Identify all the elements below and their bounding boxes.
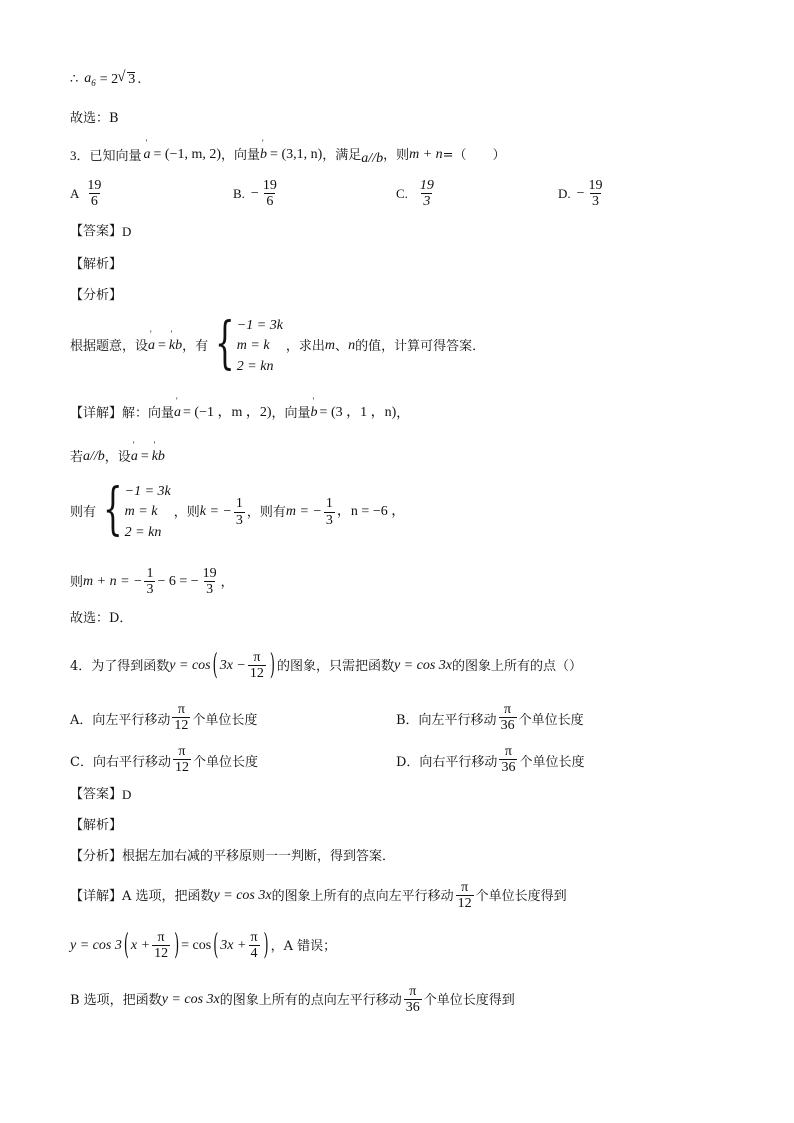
question-4: 4．为了得到函数 y = cos ( 3x − $\frac{\pi}{12}$ ) 的图象，只需把函数 y = cos 3x 的图象上所有的点（）	[70, 649, 583, 683]
equation-system-2: { −1 = 3k m = k 2 = kn	[103, 477, 171, 542]
detail-line	[70, 406, 409, 420]
eq-x: x +	[130, 938, 151, 954]
detail-mid: ，向量	[271, 405, 311, 421]
option-d-frac: $\frac{19}{3}$	[588, 178, 603, 210]
system2-eq-2: m = k	[124, 504, 158, 520]
k-vector-b: ' kb	[169, 339, 182, 353]
answer-value: D	[122, 224, 132, 239]
option-a-label: A	[70, 186, 80, 202]
ruo-line: 若 a//b ，设 ' a = ' kb	[70, 450, 165, 464]
answer-line-2	[70, 788, 131, 801]
choose-d-line: 故选：D．	[70, 611, 133, 626]
k-frac: $\frac{1}{3}$	[235, 496, 243, 528]
fenxi-heading-2: 【分析】	[70, 849, 123, 864]
q4-mid: 的图象，只需把函数	[276, 658, 394, 674]
a6-eq: = 2	[99, 71, 119, 87]
q3-prefix: 3．已知向量	[70, 147, 142, 163]
mn-expr: m + n = −	[83, 574, 143, 590]
q3-cond: ，满足	[322, 147, 362, 163]
analysis-heading: 【解析】	[70, 257, 123, 272]
q3-blank: =（ ）	[442, 147, 506, 163]
question-3	[70, 147, 506, 166]
eq-y: y = cos 3	[70, 938, 122, 954]
q4-option-b: B．向左平行移动 $\frac{\pi}{36}$ 个单位长度	[396, 702, 584, 734]
k-value: k = −	[199, 504, 232, 520]
parallel-expr-2: a//b	[83, 449, 105, 464]
q4-frac: $\frac{\pi}{12}$	[249, 650, 264, 682]
detail-b-value: = (3 ，1 ，n)	[319, 405, 397, 420]
mn-pre: 则	[70, 574, 84, 590]
eq-error: ，A 错误；	[270, 938, 337, 954]
detail2-fn: y = cos 3x	[213, 888, 272, 904]
detail2-pre: A 选项，把函数	[122, 888, 214, 904]
answer-line	[70, 225, 131, 238]
fenxi-text-4: 、	[335, 338, 349, 354]
q3-b-value: = (3,1, n)	[270, 147, 323, 162]
detail-b-line: B 选项，把函数 y = cos 3x 的图象上所有的点向左平行移动 $\frac{\pi}{36}$ 个单位长度得到	[70, 984, 515, 1016]
fenxi-text-5: 的值，计算可得答案．	[355, 338, 486, 354]
mn-frac-2: $\frac{19}{3}$	[202, 566, 217, 598]
option-d: D. − $\frac{19}{3}$	[558, 178, 603, 210]
q4-fn2: y = cos 3x	[393, 658, 452, 674]
ruo-text: 若	[70, 449, 84, 465]
eq-eq: = cos	[181, 938, 212, 954]
choose-b-line: 故选：B	[70, 111, 119, 126]
q4-option-b-text: B．向左平行移动	[396, 712, 497, 728]
option-d-label: D.	[558, 186, 571, 202]
answer-value-2: D	[122, 787, 132, 802]
fenxi-text-1: 根据题意，设	[70, 338, 149, 354]
b-end: 个单位长度得到	[423, 992, 515, 1008]
fenxi-text-2: ，有	[182, 338, 209, 354]
vector-a: ' a	[144, 148, 151, 162]
vector-a-2: ' a	[148, 339, 155, 353]
fenxi2-text: 根据左加右减的平移原则一一判断，得到答案．	[122, 849, 396, 864]
equation-a-line: y = cos 3 ( x + $\frac{\pi}{12}$ ) = cos ( 3x + $\frac{\pi}{4}$ ) ，A 错误；	[70, 929, 337, 963]
q4-end: 的图象上所有的点（）	[452, 658, 583, 674]
q4-option-d: D．向右平行移动 $\frac{\pi}{36}$ 个单位长度	[396, 744, 585, 776]
therefore-symbol: ∴	[70, 72, 79, 88]
a6-var: $a_6$	[84, 71, 96, 88]
answer-label-2: 【答案】	[70, 787, 123, 802]
system-eq-3: 2 = kn	[236, 358, 274, 374]
detail2-end: 个单位长度得到	[475, 888, 567, 904]
vector-a-4: ' a	[131, 450, 138, 464]
q3-mid: ，向量	[221, 147, 261, 163]
q4-fn: y = cos	[169, 658, 211, 674]
q4-option-a-text: A．向左平行移动	[70, 712, 171, 728]
system2-eq-1: −1 = 3k	[124, 484, 171, 499]
q4-prefix: 4．为了得到函数	[70, 658, 170, 674]
detail-end: ，	[396, 405, 410, 421]
option-c	[396, 178, 438, 210]
mn-frac-1: $\frac{1}{3}$	[146, 566, 154, 598]
m-value: m = −	[285, 504, 322, 520]
ruo-mid: ，设	[104, 449, 131, 465]
analysis-heading-2: 【解析】	[70, 818, 123, 833]
mn-end: ，	[220, 574, 234, 590]
sqrt-3: √ 3	[118, 72, 135, 87]
q4-arg: 3x −	[219, 658, 246, 674]
q4-option-d-text: D．向右平行移动	[396, 754, 498, 770]
detail2-line: 【详解】 A 选项，把函数 y = cos 3x 的图象上所有的点向左平行移动 $\frac{\pi}{12}$ 个单位长度得到	[70, 880, 567, 912]
equation-system: { −1 = 3k m = k 2 = kn	[215, 311, 283, 376]
vector-b: ' b	[260, 148, 267, 162]
k-vector-b-2: ' kb	[152, 450, 165, 464]
system2-eq-3: 2 = kn	[124, 524, 162, 540]
fenxi-line-2	[70, 850, 395, 863]
option-a-frac: $\frac{19}{6}$	[87, 178, 102, 210]
q3-end: ，则	[383, 147, 410, 163]
detail2-mid: 的图象上所有的点向左平行移动	[271, 888, 454, 904]
option-c-frac: $\frac{19}{3}$	[419, 178, 434, 210]
option-b: B. − $\frac{19}{6}$	[233, 178, 277, 210]
ze-m-text: ，则有	[246, 504, 286, 520]
option-b-frac: $\frac{19}{6}$	[262, 178, 277, 210]
mn-mid: − 6 = −	[157, 574, 199, 590]
q4-option-c: C．向右平行移动 $\frac{\pi}{12}$ 个单位长度	[70, 744, 258, 776]
q4-option-c-text: C．向右平行移动	[70, 754, 171, 770]
option-b-label: B.	[233, 186, 245, 202]
q3-a-value: = (−1, m, 2)	[153, 147, 222, 162]
answer-label: 【答案】	[70, 224, 123, 239]
q3-mn: m + n	[409, 147, 443, 162]
option-c-label: C.	[396, 186, 408, 202]
mn-line	[70, 566, 234, 598]
b-mid: 的图象上所有的点向左平行移动	[219, 992, 402, 1008]
b-pre: B 选项，把函数	[70, 992, 162, 1008]
zeyou-text: 则有	[70, 504, 97, 520]
n-value: ，n = −6 ，	[336, 504, 406, 520]
a6-result-line: ∴ $a_6$ = 2 √ 3 .	[70, 72, 141, 88]
fenxi-heading: 【分析】	[70, 288, 123, 303]
option-a	[70, 178, 105, 210]
ze-k-text: ，则	[173, 504, 200, 520]
vector-b-3: ' b	[311, 406, 318, 420]
vector-a-3: ' a	[174, 406, 181, 420]
detail-a-value: = (−1 ，m ，2)	[183, 405, 272, 420]
b-fn: y = cos 3x	[161, 992, 220, 1008]
system-eq-2: m = k	[236, 338, 270, 354]
m-frac: $\frac{1}{3}$	[325, 496, 333, 528]
zeyou-line	[70, 477, 406, 543]
fenxi-line: 根据题意，设 ' a = ' kb ，有 { −1 = 3k m = k 2 = kn ，求出 m 、 n 的值，计算可得答案．	[70, 316, 485, 377]
eq-3x: 3x +	[220, 938, 247, 954]
q4-option-a: A．向左平行移动 $\frac{\pi}{12}$ 个单位长度	[70, 702, 258, 734]
fenxi-text-3: ，求出	[285, 338, 325, 354]
system-eq-1: −1 = 3k	[236, 318, 283, 333]
parallel-expr: a//b	[361, 151, 384, 166]
detail-label: 【详解】解：向量	[70, 405, 175, 421]
